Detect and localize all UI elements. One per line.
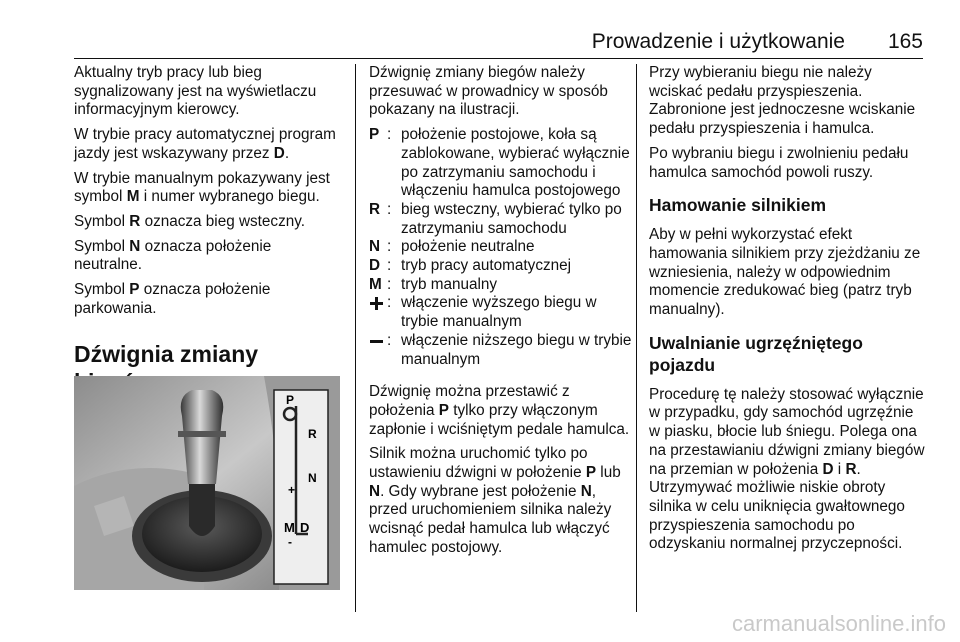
list-item [369,201,637,238]
illustration-label-m: M [284,520,295,535]
paragraph: Przy wybieraniu biegu nie należy wciskać pedału przyspieszenia. Zabronione jest jednoczesne wciskanie pedału przyspieszenia i hamulca. [649,64,916,138]
column-2 [369,64,637,564]
gear-position-list [369,126,637,369]
separator: : [387,126,392,144]
paragraph: Silnik można uruchomić tylko po ustawieniu dźwigni w położenie P lub N. Gdy wybrane jest położenie N, przed uruchomieniem silnika należy wcisnąć pedał hamulca lub włączyć hamulec postojowy. [369,445,621,556]
gear-description: tryb pracy automatycznej [401,257,572,275]
gear-lever-illustration [74,376,340,590]
paragraph: Dźwignię zmiany biegów należy przesuwać w prowadnicy w sposób pokazany na ilustracji. [369,64,608,119]
paragraph: Symbol N oznacza położenie neutralne. [74,237,272,274]
paragraph: W trybie pracy automatycznej program jazdy jest wskazywany przez D. [74,126,336,162]
watermark: carmanualsonline.info [731,611,946,636]
illustration-label-p: P [286,393,295,407]
list-item [369,257,637,276]
paragraph: Po wybraniu biegu i zwolnieniu pedału hamulca samochód powoli ruszy. [649,144,909,181]
illustration-label-n: N [308,471,317,485]
page-number: 165 [887,30,923,53]
list-item [369,276,637,295]
gear-description: tryb manualny [401,275,498,293]
gear-description: włączenie wyższego biegu w trybie manualnym [401,294,597,331]
separator: : [387,294,392,312]
paragraph: Procedurę tę należy stosować wyłącznie w przypadku, gdy samochód ugrzęźnie w piasku, błocie lub śniegu. Polega ona na przestawianiu dźwigni zmiany biegów na przemian w położenia D i R. Utrzymywać możliwie niskie obroty silnika w celu uniknięcia gwałtownego przyspieszenia samochodu po odzyskaniu normalnej przyczepności. [649,385,925,553]
chapter-title: Prowadzenie i użytkowanie [591,30,845,53]
header-rule [74,58,923,59]
illustration-label-minus: - [288,535,292,549]
column-divider [355,64,356,612]
separator: : [387,257,392,275]
paragraph: Symbol R oznacza bieg wsteczny. [74,212,305,230]
gear-key: R [369,200,381,218]
subheading-engine-braking: Hamowanie silnikiem [649,195,827,216]
separator: : [387,331,392,349]
illustration-label-d: D [300,520,310,535]
section-heading: Dźwignia zmiany [74,341,259,368]
column-1 [74,64,342,412]
separator: : [387,238,392,256]
plus-icon [369,296,383,310]
separator: : [387,200,392,218]
paragraph: Aktualny tryb pracy lub bieg sygnalizowany jest na wyświetlaczu informacyjnym kierowcy. [74,64,317,119]
illustration-label-plus: + [288,483,296,497]
list-item [369,332,637,369]
column-3 [649,64,927,560]
separator: : [387,275,392,293]
illustration-label-r: R [308,427,317,441]
gear-description: bieg wsteczny, wybierać tylko po zatrzymaniu samochodu [401,200,622,237]
gear-key: M [369,275,382,293]
gear-description: położenie neutralne [401,238,535,256]
gear-key: D [369,257,381,275]
list-item [369,126,637,201]
paragraph: W trybie manualnym pokazywany jest symbol M i numer wybranego biegu. [74,169,330,206]
paragraph: Aby w pełni wykorzystać efekt hamowania silnikiem przy zjeżdżaniu ze wzniesienia, należy w odpowiednim momencie zredukować bieg (patrz tryb manualny). [649,226,921,319]
page-header [74,26,923,56]
gear-key: N [369,238,381,256]
list-item [369,238,637,257]
subheading-unstuck: Uwalnianie ugrzęźniętego pojazdu [649,332,863,375]
list-item [369,294,637,331]
minus-icon [369,334,383,348]
gear-description: położenie postojowe, koła są zablokowane, wybierać wyłącznie po zatrzymaniu samochodu i włączeniu hamulca postojowego [401,126,630,200]
paragraph: Symbol P oznacza położenie parkowania. [74,281,271,317]
gear-key: P [369,126,380,144]
gear-description: włączenie niższego biegu w trybie manualnym [401,331,632,368]
paragraph: Dźwignię można przestawić z położenia P tylko przy włączonym zapłonie i wciśniętym pedale hamulca. [369,383,630,438]
